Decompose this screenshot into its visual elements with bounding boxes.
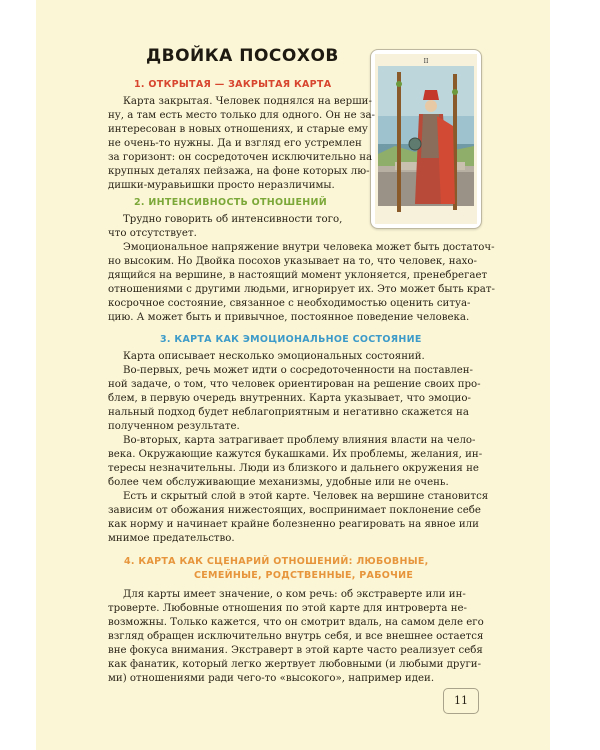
text-line: Карта описывает несколько эмоциональных состояний. (123, 351, 425, 362)
section-2-heading: 2. ИНТЕНСИВНОСТЬ ОТНОШЕНИЙ (134, 197, 327, 208)
text-line: блем, в первую очередь внутренних. Карта указывает, что эмоцио- (108, 393, 471, 404)
text-line: не очень-то нужны. Да и взгляд его устремлен (108, 138, 362, 149)
text-line: Эмоциональное напряжение внутри человека может быть достаточ- (123, 242, 495, 253)
text-line: но высоким. Но Двойка посохов указывает на то, что человек, нахо- (108, 256, 477, 267)
text-line: ну, а там есть место только для одного. Он не за- (108, 110, 375, 121)
tarot-card-image (370, 49, 482, 229)
text-line: дящийся на вершине, в настоящий момент уклоняется, пренебрегает (108, 270, 488, 281)
text-line: Карта закрытая. Человек поднялся на верши- (123, 96, 372, 107)
text-line: косрочное состояние, связанное с необходимостью оценить ситуа- (108, 298, 471, 309)
text-line: взгляд обращен исключительно внутрь себя, и все внешнее остается (108, 631, 484, 642)
text-line: крупных деталях пейзажа, на фоне которых лю- (108, 166, 370, 177)
text-line: возможны. Только кажется, что он смотрит вдаль, на самом деле его (108, 617, 484, 628)
page-title: ДВОЙКА ПОСОХОВ (146, 46, 339, 66)
text-line: Трудно говорить об интенсивности того, (123, 214, 343, 225)
text-line: дишки-муравьишки просто неразличимы. (108, 180, 335, 191)
page-number: 11 (443, 688, 479, 714)
text-line: Во-вторых, карта затрагивает проблему влияния власти на чело- (123, 435, 476, 446)
text-line: Во-первых, речь может идти о сосредоточенности на поставлен- (123, 365, 473, 376)
two-of-wands-illustration (375, 54, 477, 224)
text-line: Есть и скрытый слой в этой карте. Человек на вершине становится (123, 491, 489, 502)
text-line: века. Окружающие кажутся букашками. Их проблемы, желания, ин- (108, 449, 483, 460)
book-page (36, 0, 550, 750)
section-4-heading: 4. КАРТА КАК СЦЕНАРИЙ ОТНОШЕНИЙ: ЛЮБОВНЫЕ, (124, 556, 429, 567)
text-line: отношениями с другими людьми, игнорирует их. Это может быть крат- (108, 284, 495, 295)
text-line: как норму и начинает крайне болезненно реагировать на явное или (108, 519, 479, 530)
text-line: троверте. Любовные отношения по этой карте для интроверта не- (108, 603, 467, 614)
text-line: зависим от обожания нижестоящих, воспринимает поклонение себе (108, 505, 481, 516)
text-line: мнимое предательство. (108, 533, 235, 544)
text-line: интересован в новых отношениях, и старые ему (108, 124, 368, 135)
text-line: Для карты имеет значение, о ком речь: об экстраверте или ин- (123, 589, 466, 600)
text-line: как фанатик, который легко жертвует любовными (и любыми други- (108, 659, 482, 670)
text-line: цию. А может быть и привычное, постоянное поведение человека. (108, 312, 470, 323)
text-line: нальный подход будет неблагоприятным и негативно скажется на (108, 407, 469, 418)
section-1-heading: 1. ОТКРЫТАЯ — ЗАКРЫТАЯ КАРТА (134, 79, 332, 90)
section-4-heading-cont: СЕМЕЙНЫЕ, РОДСТВЕННЫЕ, РАБОЧИЕ (194, 570, 414, 581)
text-line: ной задаче, о том, что человек ориентирован на решение своих про- (108, 379, 481, 390)
text-line: полученном результате. (108, 421, 240, 432)
section-3-heading: 3. КАРТА КАК ЭМОЦИОНАЛЬНОЕ СОСТОЯНИЕ (160, 334, 422, 345)
text-line: ми) отношениями ради чего-то «высокого», например идеи. (108, 673, 435, 684)
text-line: вне фокуса внимания. Экстраверт в этой карте часто реализует себя (108, 645, 483, 656)
card-numeral: II (423, 58, 429, 65)
text-line: тересы незначительны. Люди из близкого и дальнего окружения не (108, 463, 479, 474)
text-line: более чем обслуживающие механизмы, удобные или не очень. (108, 477, 449, 488)
text-line: за горизонт: он сосредоточен исключительно на (108, 152, 373, 163)
text-line: что отсутствует. (108, 228, 197, 239)
